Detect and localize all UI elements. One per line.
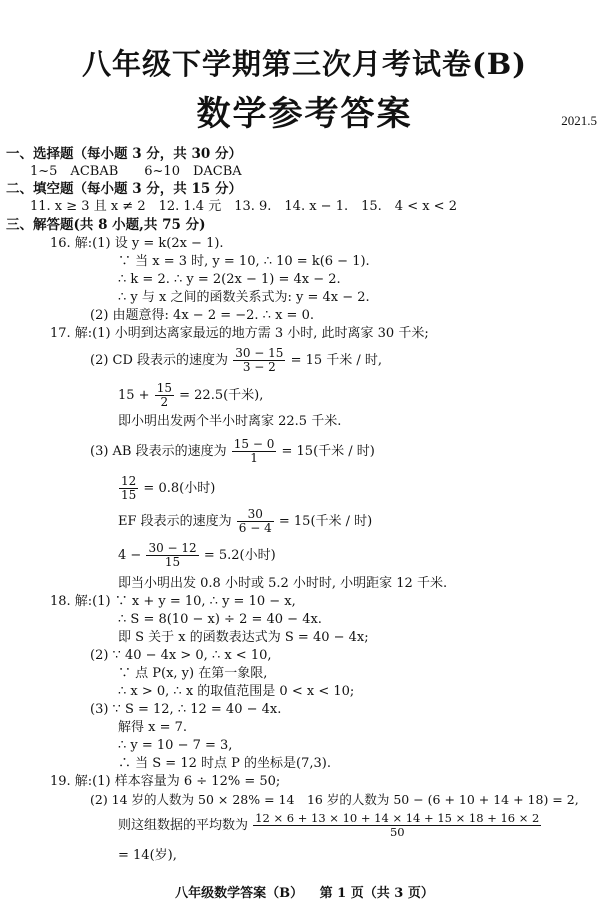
section-choice-heading: 一、选择题（每小题 3 分，共 30 分） <box>6 146 242 162</box>
q17-line-4: 即小明出发两个半小时离家 22.5 千米. <box>118 414 342 429</box>
q16-line-4: ∴ y 与 x 之间的函数关系式为: y = 4x − 2. <box>118 290 370 305</box>
q19-line-2: (2) 14 岁的人数为 50 × 28% = 14 16 岁的人数为 50 − (6 + 10 + 14 + 18) = 2, <box>90 792 579 807</box>
q17-time-fraction: $\frac{12}{15}$ <box>121 474 137 502</box>
section-choice-answers: 1~5 ACBAB 6~10 DACBA <box>30 164 242 179</box>
q18-line-5: ∵ 点 P(x, y) 在第一象限, <box>118 666 268 681</box>
q17-cd-speed-fraction: $\frac{30 - 15}{3 - 2}$ <box>235 346 284 374</box>
q17-line-5: (3) AB 段表示的速度为 $\frac{15 - 0}{1}$ = 15(千米 / 时) <box>90 437 375 465</box>
footer-page-number: 第 1 页（共 3 页） <box>319 886 434 901</box>
q18-line-6: ∴ x > 0, ∴ x 的取值范围是 0 < x < 10; <box>118 684 355 699</box>
footer-doc-name: 八年级数学答案（B） <box>175 886 304 901</box>
q18-line-8: 解得 x = 7. <box>118 720 188 735</box>
q17-line-1: 17. 解:(1) 小明到达离家最远的地方需 3 小时, 此时离家 30 千米; <box>50 326 429 341</box>
q18-line-2: ∴ S = 8(10 − x) ÷ 2 = 40 − 4x. <box>118 612 322 627</box>
q19-average-fraction: $\frac{12 \times 6 + 13 \times 10 + 14 \times 14 + 15 \times 18 + 16 \times 2}{50}$ <box>255 811 540 839</box>
page-footer <box>0 882 609 901</box>
section-fill-answers: 11. x ≥ 3 且 x ≠ 2 12. 1.4 元 13. 9. 14. x − 1. 15. 4 < x < 2 <box>30 199 457 214</box>
q17-line-9: 即当小明出发 0.8 小时或 5.2 小时时, 小明距家 12 千米. <box>118 576 448 591</box>
q19-line-1: 19. 解:(1) 样本容量为 6 ÷ 12% = 50; <box>50 774 281 789</box>
exam-title: 八年级下学期第三次月考试卷(B) <box>82 47 527 81</box>
q17-line-3: 15 + $\frac{15}{2}$ = 22.5(千米), <box>118 381 264 409</box>
q17-cd-speed-label: (2) CD 段表示的速度为 <box>90 353 229 368</box>
q16-line-5: (2) 由题意得: 4x − 2 = −2. ∴ x = 0. <box>90 308 314 323</box>
q17-line-6: $\frac{12}{15}$ = 0.8(小时) <box>121 474 216 502</box>
section-fill-heading: 二、填空题（每小题 3 分，共 15 分） <box>6 181 242 197</box>
q18-line-7: (3) ∵ S = 12, ∴ 12 = 40 − 4x. <box>90 702 282 717</box>
q16-line-3: ∴ k = 2. ∴ y = 2(2x − 1) = 4x − 2. <box>118 272 341 287</box>
q17-line-7: EF 段表示的速度为 $\frac{30}{6 - 4}$ = 15(千米 / 时) <box>118 507 373 535</box>
q18-line-3: 即 S 关于 x 的函数表达式为 S = 40 − 4x; <box>118 630 369 645</box>
q18-line-9: ∴ y = 10 − 7 = 3, <box>118 738 233 753</box>
answer-key-title: 数学参考答案 <box>196 94 413 134</box>
q17-line-2: (2) CD 段表示的速度为 $\frac{30 - 15}{3 - 2}$ = 15 千米 / 时, <box>90 346 383 374</box>
q17-ab-speed-fraction: $\frac{15 - 0}{1}$ <box>233 437 275 465</box>
q19-line-3: 则这组数据的平均数为 $\frac{12 \times 6 + 13 \times 10 + 14 \times 14 + 15 \times 18 + 16 \times 2}{50}$ <box>118 811 540 839</box>
exam-date: 2021.5 <box>561 113 597 128</box>
q17-line-8: 4 − $\frac{30 - 12}{15}$ = 5.2(小时) <box>118 541 276 569</box>
q19-line-4: = 14(岁), <box>118 848 177 863</box>
q16-line-1: 16. 解:(1) 设 y = k(2x − 1). <box>50 236 224 251</box>
q16-line-2: ∵ 当 x = 3 时, y = 10, ∴ 10 = k(6 − 1). <box>118 254 370 269</box>
q18-line-1: 18. 解:(1) ∵ x + y = 10, ∴ y = 10 − x, <box>50 594 296 609</box>
section-solve-heading: 三、解答题(共 8 小题,共 75 分) <box>6 217 206 233</box>
q17-ef-speed-fraction: $\frac{30}{6 - 4}$ <box>238 507 272 535</box>
q17-half-fraction: $\frac{15}{2}$ <box>156 381 172 409</box>
q18-line-10: ∴ 当 S = 12 时点 P 的坐标是(7,3). <box>118 756 331 771</box>
q18-line-4: (2) ∵ 40 − 4x > 0, ∴ x < 10, <box>90 648 272 663</box>
q17-return-fraction: $\frac{30 - 12}{15}$ <box>148 541 197 569</box>
